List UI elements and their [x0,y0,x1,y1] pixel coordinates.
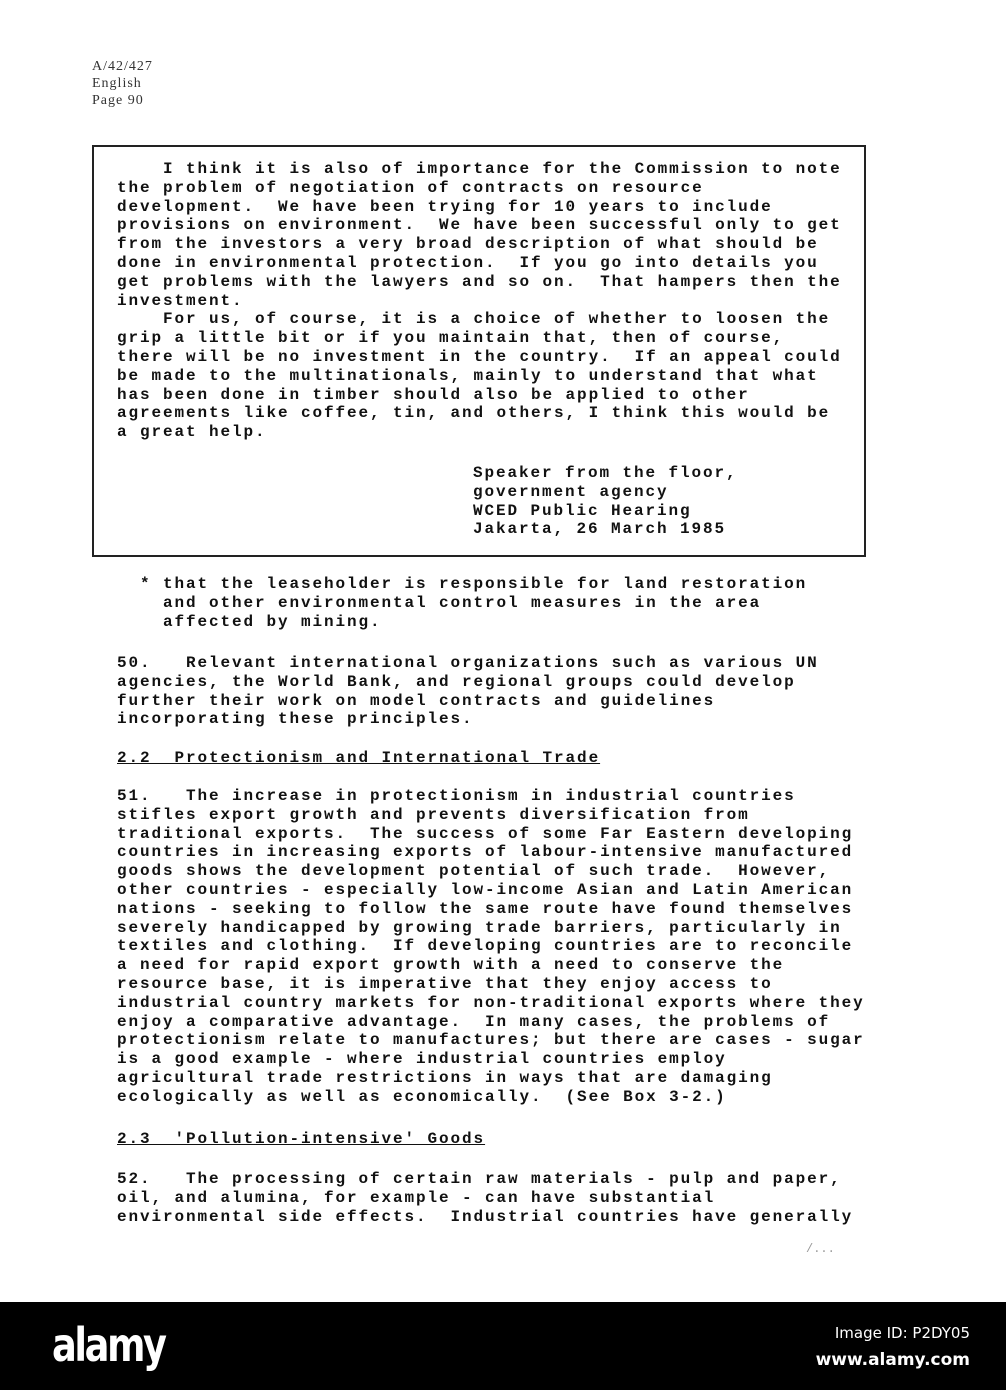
text-line: textiles and clothing. If developing countries are to reconcile [117,937,854,956]
text-line: get problems with the lawyers and so on. That hampers then the [117,272,842,291]
text-line: development. We have been trying for 10 years to include [117,197,773,216]
image-id: Image ID: P2DY05 [834,1324,970,1342]
text-line: agencies, the World Bank, and regional groups could develop [117,672,796,691]
text-line: affected by mining. [117,612,382,631]
text-line: agricultural trade restrictions in ways that are damaging [117,1068,773,1087]
text-line: Jakarta, 26 March 1985 [473,520,727,539]
text-line: is a good example - where industrial countries employ [117,1050,727,1069]
text-line: be made to the multinationals, mainly to understand that what [117,366,819,385]
text-line: 50. Relevant international organizations such as various UN [117,654,819,672]
text-line: oil, and alumina, for example - can have substantial [117,1188,716,1207]
text-line: there will be no investment in the country. If an appeal could [117,347,842,366]
text-line: a great help. [117,423,267,442]
paragraph-51 [117,787,865,1107]
text-line: WCED Public Hearing [473,501,692,520]
text-line: 51. The increase in protectionism in industrial countries [117,787,796,805]
text-line: countries in increasing exports of labour-intensive manufactured [117,843,854,862]
text-line: has been done in timber should also be applied to other [117,385,750,404]
text-line: other countries - especially low-income Asian and Latin American [117,880,854,899]
quote-attribution [473,464,738,539]
text-line: industrial country markets for non-traditional exports where they [117,993,865,1012]
text-line: done in environmental protection. If you go into details you [117,253,819,272]
text-line: a need for rapid export growth with a need to conserve the [117,956,785,975]
text-line: further their work on model contracts and guidelines [117,691,716,710]
document-symbol: A/42/427 [92,59,153,74]
paragraph-50 [117,654,819,729]
text-line: nations - seeking to follow the same route have found themselves [117,899,854,918]
text-line: protectionism relate to manufactures; but there are cases - sugar [117,1031,865,1050]
text-line: agreements like coffee, tin, and others, I think this would be [117,404,831,423]
text-line: traditional exports. The success of some Far Eastern developing [117,824,854,843]
text-line: incorporating these principles. [117,710,474,729]
section-heading-2-3: 2.3 'Pollution-intensive' Goods [117,1130,486,1148]
text-line: provisions on environment. We have been successful only to get [117,216,842,235]
text-line: from the investors a very broad description of what should be [117,235,819,254]
text-line: severely handicapped by growing trade barriers, particularly in [117,918,842,937]
quote-text [117,160,842,442]
text-line: and other environmental control measures in the area [117,593,762,612]
text-line: resource base, it is imperative that they enjoy access to [117,974,773,993]
text-line: government agency [473,482,669,501]
text-line: enjoy a comparative advantage. In many cases, the problems of [117,1012,831,1031]
text-line: grip a little bit or if you maintain that, then of course, [117,329,785,348]
text-line: For us, of course, it is a choice of whether to loosen the [117,310,831,329]
document-language: English [92,76,142,91]
continued-marker: /... [806,1242,835,1256]
text-line: ecologically as well as economically. (See Box 3-2.) [117,1087,727,1106]
watermark-url: www.alamy.com [815,1350,970,1370]
section-heading-2-2: 2.2 Protectionism and International Trade [117,749,601,767]
text-line: * that the leaseholder is responsible for land restoration [117,575,808,593]
alamy-logo: alamy [52,1318,165,1372]
text-line: investment. [117,291,244,310]
text-line: the problem of negotiation of contracts on resource [117,178,704,197]
text-line: 52. The processing of certain raw materials - pulp and paper, [117,1170,842,1188]
page-number: Page 90 [92,93,144,108]
text-line: I think it is also of importance for the Commission to note [117,160,842,178]
text-line: environmental side effects. Industrial countries have generally [117,1207,854,1226]
text-line: stifles export growth and prevents diversification from [117,805,750,824]
text-line: goods shows the development potential of such trade. However, [117,862,831,881]
document-header [92,58,153,109]
bullet-item [117,575,807,631]
watermark-banner [0,1302,1006,1390]
text-line: Speaker from the floor, [473,464,738,482]
paragraph-52 [117,1170,853,1226]
